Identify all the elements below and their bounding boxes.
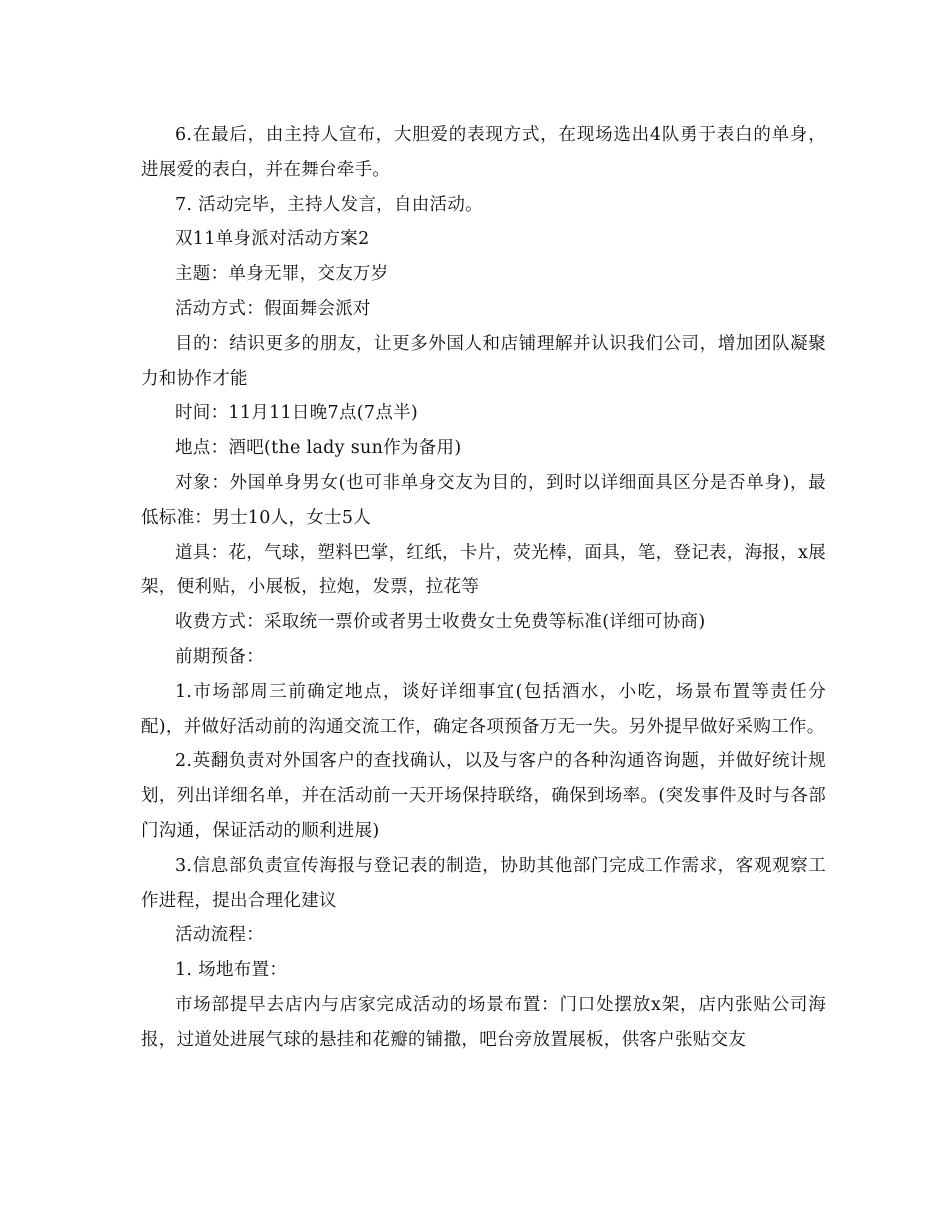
paragraph-item-6: 6.在最后，由主持人宣布，大胆爱的表现方式，在现场选出4队勇于表白的单身，进展爱的表白，并在舞台牵手。 <box>141 125 826 180</box>
paragraph-theme: 主题：单身无罪，交友万岁 <box>175 264 389 285</box>
paragraph-venue-setup: 市场部提早去店内与店家完成活动的场景布置：门口处摆放x架，店内张贴公司海报，过道处进展气球的悬挂和花瓣的铺撒，吧台旁放置展板，供客户张贴交友 <box>141 994 826 1050</box>
paragraph-format: 活动方式：假面舞会派对 <box>175 298 371 319</box>
paragraph-audience: 对象：外国单身男女(也可非单身交友为目的，到时以详细面具区分是否单身)，最低标准：男士10人，女士5人 <box>141 472 826 528</box>
document-body <box>141 118 826 1058</box>
plan-heading: 双11单身派对活动方案2 <box>175 229 370 250</box>
paragraph-location: 地点：酒吧(the lady sun作为备用) <box>175 438 462 459</box>
paragraph-prep-2: 2.英翻负责对外国客户的查找确认，以及与客户的各种沟通咨询题，并做好统计规划，列出详细名单，并在活动前一天开场保持联络，确保到场率。(突发事件及时与各部门沟通，保证活动的顺利进展) <box>141 751 826 841</box>
paragraph-prep-3: 3.信息部负责宣传海报与登记表的制造，协助其他部门完成工作需求，客观观察工作进程，提出合理化建议 <box>141 855 826 911</box>
paragraph-preparation-heading: 前期预备： <box>175 646 264 667</box>
paragraph-time: 时间：11月11日晚7点(7点半) <box>175 403 419 424</box>
paragraph-fees: 收费方式：采取统一票价或者男士收费女士免费等标准(详细可协商) <box>175 612 706 633</box>
paragraph-process-heading: 活动流程： <box>175 925 264 946</box>
paragraph-purpose: 目的：结识更多的朋友，让更多外国人和店铺理解并认识我们公司，增加团队凝聚力和协作才能 <box>141 333 826 389</box>
paragraph-props: 道具：花，气球，塑料巴掌，红纸，卡片，荧光棒，面具，笔，登记表，海报，x展架，便利贴，小展板，拉炮，发票，拉花等 <box>141 542 826 598</box>
paragraph-process-1: 1. 场地布置： <box>175 960 288 981</box>
paragraph-prep-1: 1.市场部周三前确定地点，谈好详细事宜(包括酒水，小吃，场景布置等责任分配)，并做好活动前的沟通交流工作，确定各项预备万无一失。另外提早做好采购工作。 <box>141 681 826 737</box>
paragraph-item-7: 7. 活动完毕，主持人发言，自由活动。 <box>175 194 483 215</box>
